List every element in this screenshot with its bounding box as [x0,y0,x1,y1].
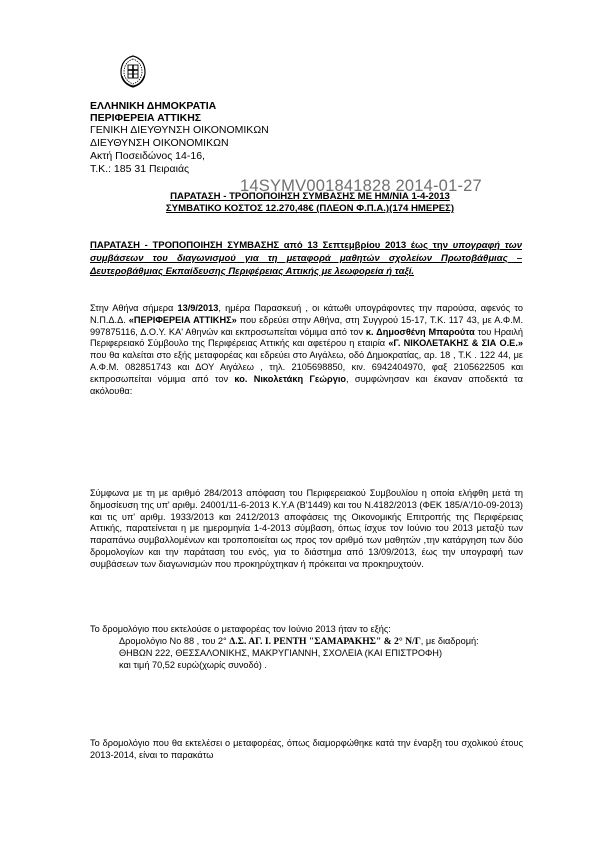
greek-emblem-icon [118,54,148,88]
para1-text-c: που εδρεύει στην Αθήνα, στη Συγγρού 15-17, Τ.Κ. 117 43, με Α.Φ.Μ. 997875116, Δ.Ο.Υ. ΚΑ' Αθηνών και εκπροσωπείται νόμιμα από τον [90,314,524,337]
paragraph-new-route: Το δρομολόγιο που θα εκτελέσει ο μεταφορέας, όπως διαμορφώθηκε κατά την έναρξη του σχολικού έτους 2013-2014, είναι το παρακάτω [90,738,523,760]
header-address: Ακτή Ποσειδώνος 14-16, [90,150,205,162]
document-subject [90,239,522,278]
document-header [90,100,390,176]
para1-contractor: κο. Νικολετάκη Γεώργιο [234,373,347,384]
route-line1 [119,636,519,648]
document-title-line2: ΣΥΜΒΑΤΙΚΟ ΚΟΣΤΟΣ 12.270,48€ (ΠΛΕΟΝ Φ.Π.Α.)(174 ΗΜΕΡΕΣ) [165,203,455,214]
header-general-directorate: ΓΕΝΙΚΗ ΔΙΕΥΘΥΝΣΗ ΟΙΚΟΝΟΜΙΚΩΝ [90,124,269,136]
subject-part1: ΠΑΡΑΤΑΣΗ - ΤΡΟΠΟΠΟΙΗΣΗ ΣΥΜΒΑΣΗΣ από 13 Σεπτεμβρίου 2013 έως την [90,240,453,251]
document-stamp-watermark: 14SYMV001841828 2014-01-27 [240,177,482,195]
para1-text-f: , συμφώνησαν και έκαναν αποδεκτά τα ακόλουθα: [90,373,523,396]
para1-representative: κ. Δημοσθένη Μπαρούτα [365,326,475,337]
route-school: Δ.Σ. ΑΓ. Ι. ΡΕΝΤΗ "ΣΑΜΑΡΑΚΗΣ" & 2° Ν/Γ [229,636,421,647]
header-country: ΕΛΛΗΝΙΚΗ ΔΗΜΟΚΡΑΤΙΑ [90,100,217,112]
para1-text-d: του Ηραιλή Περιφερειακό Σύμβουλο της Περιφέρειας Αττικής και αφετέρου η εταιρία [90,326,523,349]
para1-date: 13/9/2013 [177,303,219,313]
header-directorate: ΔΙΕΥΘΥΝΣΗ ΟΙΚΟΝΟΜΙΚΩΝ [90,137,229,149]
route-price: και τιμή 70,52 ευρώ(χωρίς συνοδό) . [119,659,267,670]
para1-text-a: Στην Αθήνα σήμερα [90,303,178,313]
route-path: ΘΗΒΩΝ 222, ΘΕΣΣΑΛΟΝΙΚΗΣ, ΜΑΚΡΥΓΙΑΝΝΗ, ΣΧΟΛΕΙΑ (ΚΑΙ ΕΠΙΣΤΡΟΦΗ) [119,647,443,658]
route-details [119,636,519,671]
paragraph-june-route: Το δρομολόγιο που εκτελούσε ο μεταφορέας τον Ιούνιο 2013 ήταν το εξής: [90,624,391,634]
paragraph-parties [90,303,523,397]
document-title-line1: ΠΑΡΑΤΑΣΗ - ΤΡΟΠΟΠΟΙΗΣΗ ΣΥΜΒΑΣΗΣ ΜΕ ΗΜ/ΝΙΑ 1-4-2013 [170,191,450,202]
header-postal-code: Τ.Κ.: 185 31 Πειραιάς [90,163,190,175]
para1-text-b: , ημέρα Παρασκευή , οι κάτωθι υπογράφοντες την παρούσα, αφενός το Ν.Π.Δ.Δ. [90,303,523,325]
subject-part2: υπογραφή των συμβάσεων του διαγωνισμού για τη μεταφορά μαθητών σχολείων Πρωτοβάθμιας – Δευτεροβάθμιας Εκπαίδευσης Περιφέρειας Αττικής με λεωφορεία ή ταξί. [90,240,522,277]
header-region: ΠΕΡΙΦΕΡΕΙΑ ΑΤΤΙΚΗΣ [90,112,202,124]
route-number: Δρομολόγιο Νο 88 , του 2° [119,636,230,646]
para1-text-e: που θα καλείται στο εξής μεταφορέας και εδρεύει στο Αιγάλεω, οδό Δημοκρατίας, αρ. 18 , Τ.Κ . 122 44, με Α.Φ.Μ. 082851743 και ΔΟΥ Αιγάλεω , τηλ. 2105698850, κιν. 6942404970, φαξ 2105622505 και εκπροσωπείται νόμιμα από τον [90,350,523,384]
paragraph-decision: Σύμφωνα με τη με αριθμό 284/2013 απόφαση του Περιφερειακού Συμβουλίου η οποία ελήφθη μετά τη δημοσίευση της υπ' αριθμ. 24001/11-6-2013 Κ.Υ.Α (Β'1449) και του Ν.4182/2013 (ΦΕΚ 185/Α'/10-09-2013) και τις υπ' αριθμ. 1933/2013 και 2412/2013 αποφάσεις της Οικονομικής Επιτροπής της Περιφέρειας Αττικής, παρατείνεται η με ημερομηνία 1-4-2013 σύμβαση, όπως ίσχυε τον Ιούνιο του 2013 μεταξύ των παραπάνω συμβαλλομένων και τροποποιείται ως προς τον αριθμό των μαθητών ,την κατάργηση των δύο δρομολογίων και την παράταση του ενός, για το διάστημα από 13/09/2013, έως την υπογραφή των συμβάσεων των διαγωνισμών που προκηρύχτηκαν ή πρόκειται να προκηρυχτούν. [90,488,523,569]
para1-company: «Γ. ΝΙΚΟΛΕΤΑΚΗΣ & ΣΙΑ Ο.Ε.» [388,338,523,349]
route-path-label: , με διαδρομή: [420,636,479,646]
para1-region: «ΠΕΡΙΦΕΡΕΙΑ ΑΤΤΙΚΗΣ» [128,314,237,325]
